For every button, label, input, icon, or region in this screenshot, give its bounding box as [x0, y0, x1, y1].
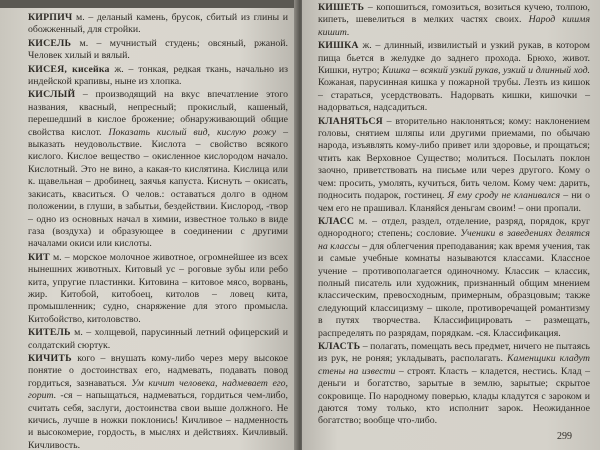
page-top-edge: [0, 0, 298, 8]
entry-definition: – производящий на вкус впечатление этого названия, квасный, непресный; прокислый, кашеный, перешедший в кислое брожение; обнаруживающий общие свойства кислот.: [28, 89, 288, 138]
dictionary-entry: [318, 40, 590, 114]
entry-headword: КЛАСТЬ: [318, 340, 361, 352]
entry-example: Каменщики кладут стены на извести: [318, 353, 590, 377]
entry-definition-continued: – для облегчения преподавания; как время учения, так и самые учебные комнаты называются классами. Классное учение – противополагается одиночному. Классик – классик, полный писатель или художник, признанный общим мнением классическим, превосходным, примерным, образцовым; также следующий классицизму – школе, противоречащей романтизму в путях творчества. Классифицировать – размещать, распределять по разрядам, порядкам. -ся. Классификация.: [318, 240, 590, 339]
entry-definition: м. – морское молочное животное, огромнейшее из всех нынешних животных. Китовый ус – роговые зубы или ребо кита, упругие пластинки. Китовина – китовое мясо, ворвань, жир. Китобой, китобоец, китолов – ловец кита, промышленник; судно, снаряжение для этого промысла. Китобойство, китоловство.: [28, 251, 288, 325]
entry-definition-continued: – ни о чем его не прашивал. Кланяйся деньгам своим! – они пропали.: [318, 190, 591, 214]
left-page-entries: [28, 12, 288, 450]
entry-example: Я ему сроду не кланивался: [447, 190, 561, 202]
dictionary-entry: [28, 64, 288, 89]
left-page: [0, 0, 298, 450]
entry-headword: КИСЕЛЬ: [28, 37, 72, 49]
entry-headword: КИШКА: [318, 40, 359, 52]
entry-example: Кишка – всякий узкий рукав, узкий и длинный ход.: [382, 65, 590, 77]
dictionary-entry: [318, 116, 590, 215]
entry-definition: ж. – длинный, извилистый и узкий рукав, в котором пища бьется в желудке до заднего прохода. Брюхо, живот. Кишки, нутро;: [318, 40, 590, 77]
entry-example: Показать кислый вид, кислую рожу: [108, 126, 277, 138]
dictionary-entry: [28, 12, 288, 37]
entry-headword: КИРПИЧ: [28, 12, 73, 23]
entry-definition-continued: -ся – напыщаться, надмеваться, гордиться чем-либо, считать себя, заслуги, достоинства свои выше должного. Не кичись, лучше в ножки поклонись! Кичливое – надменность и высокомерие, гордость, в мыслях и действиях. Кичливый. Кичливость.: [28, 390, 288, 450]
entry-headword: КИТ: [28, 251, 50, 263]
entry-definition: – копошиться, гомозиться, возиться кучею, толпою, кипеть, шевелиться в мелких частях своих.: [318, 2, 590, 26]
entry-headword: КИСЕЯ, кисейка: [28, 63, 110, 75]
entry-definition: м. – холщевой, парусинный летний офицерский и солдатский сюртук.: [28, 327, 288, 351]
entry-definition: ж. – тонкая, редкая ткань, начально из индейской крапивы, ныне из хлопка.: [28, 63, 288, 88]
entry-definition: м. – отдел, раздел, отделение, разряд, порядок, круг однородного; степень; сословие.: [318, 215, 590, 240]
dictionary-entry: [318, 216, 590, 340]
entry-definition-continued: – выказать неудовольствие. Кислота – свойство всякого кислого. Кислое вещество – окисленное кислородом начало. Кислотный. Это не вино, а какая-то кислятина. Кислица или к. щавельная – дробинец, заячья капуста. Киснуть – окисать, закисать, кваситься. О челов.: оставаться долго в одном положении, в глуши, в забытьи, бездействии. Кислород, -твор – одно из основных начал в химии, известное только в виде газа (воздуха) и образующее в соединении с другими началами окиси или кислоты.: [28, 126, 288, 250]
page-number: 299: [557, 431, 572, 442]
dictionary-entry: [318, 2, 590, 39]
entry-definition-continued: Кожаная, парусинная кишка у пожарной трубы. Лезть из кишок – стараться, усердствовать. Надорвать кишки, кишочки – надорваться, надсадиться.: [318, 77, 590, 114]
entry-headword: КИЧИТЬ: [28, 352, 72, 364]
entry-headword: КИСЛЫЙ: [28, 89, 76, 101]
entry-definition: м. – мучнистый студень; овсяный, ржаной. Человек хилый и вялый.: [28, 37, 288, 62]
dictionary-entry: [28, 89, 288, 250]
entry-headword: КЛАНЯТЬСЯ: [318, 115, 383, 127]
right-page: [302, 0, 600, 450]
entry-definition-continued: – строят. Класть – кладется, нестись. Клад – деньги и богатство, зарытые в землю, зарытые; скрытое сокровище. По народному поверью, клады кладутся с зароком и даются тому только, кто исполнит зарок. Неожиданное богатство; вообще что-либо.: [318, 365, 590, 427]
dictionary-entry: [28, 327, 288, 352]
dictionary-entry: [28, 38, 288, 63]
entry-headword: КИШЕТЬ: [318, 2, 365, 13]
entry-headword: КЛАСС: [318, 215, 355, 227]
dictionary-entry: [318, 341, 590, 428]
entry-definition: – вторительно наклоняться; кому: наклонением головы, снятием шляпы или другими приемами, по обычаю народа, изъявлять кому-либо привет или здоровье, и прощаться; чтить как Верховное Существо; молиться. Посылать поклон заочно, приветствовать на письме или через другого. Кому о чем: просить, умолять, кучиться, бить челом. Кому чем: дарить, подносить подарок, гостинец.: [318, 115, 590, 202]
entry-example: Ученики в заведениях делятся на классы: [318, 228, 590, 252]
entry-example: Народ кишмя кишит.: [318, 14, 590, 38]
right-page-entries: [318, 2, 590, 428]
entry-headword: КИТЕЛЬ: [28, 327, 71, 339]
entry-example: Ум кичит человека, надмевает его, горит.: [28, 377, 288, 402]
dictionary-entry: [28, 353, 288, 450]
entry-definition: – полагать, помещать весь предмет, ничего не пытаясь из рук, не роняя; укладывать, располагать.: [318, 340, 591, 365]
entry-definition: м. – деланый камень, брусок, сбитый из глины и обожженный, для стройки.: [28, 12, 288, 36]
entry-definition: кого – внушать кому-либо через меру высокое понятие о достоинствах его, надмевать, подавать повод гордиться, зазнаваться.: [28, 352, 288, 389]
dictionary-entry: [28, 252, 288, 326]
